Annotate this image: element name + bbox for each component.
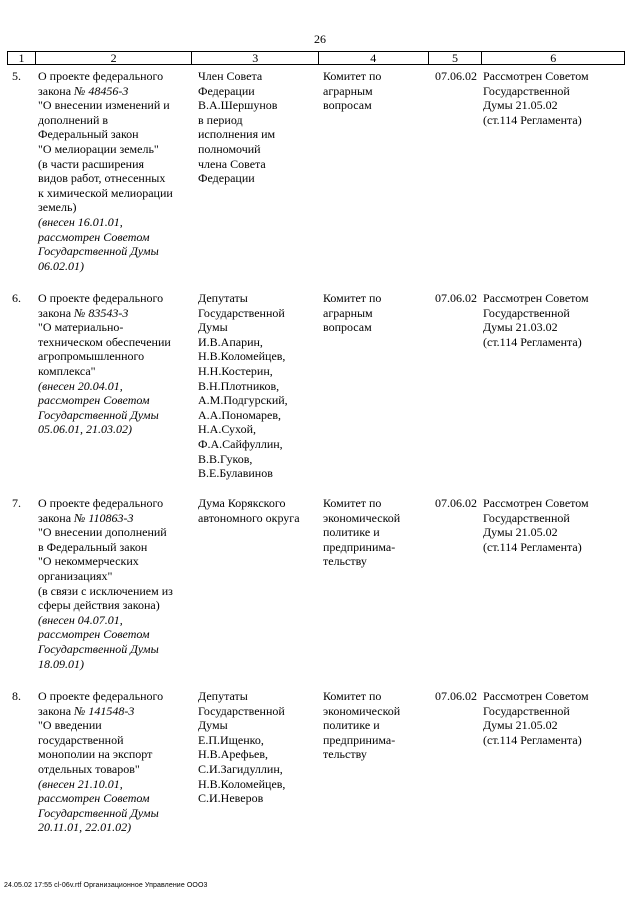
entry-title	[35, 689, 192, 835]
entry-committee: Комитет по аграрным вопросам	[323, 291, 382, 335]
column-header-3: 3	[192, 52, 319, 64]
entry-committee: Комитет по аграрным вопросам	[323, 69, 382, 113]
entry-date: 07.06.02	[435, 496, 477, 510]
entry-title	[35, 496, 192, 671]
entry-author: Дума Корякского автономного округа	[198, 496, 300, 525]
page-footer: 24.05.02 17:55 cl-06v.rtf Организационное Управление ООО3	[4, 882, 208, 889]
entry-result: Рассмотрен Советом Государственной Думы 21.05.02 (ст.114 Регламента)	[483, 496, 589, 554]
column-header-4: 4	[319, 52, 429, 64]
title-body: "О внесении дополнений в Федеральный закон "О некоммерческих организациях" (в связи с исключением из сферы действия закона)	[38, 525, 173, 613]
bill-number: № 141548-3	[74, 703, 135, 718]
table-row	[7, 291, 625, 481]
table-row	[7, 69, 625, 273]
title-text: О проекте федерального закона	[38, 496, 164, 525]
title-text: О проекте федерального закона	[38, 689, 164, 718]
column-header-2: 2	[36, 52, 192, 64]
column-header-5: 5	[429, 52, 483, 64]
bill-number: № 48456-3	[74, 83, 129, 98]
entry-author: Депутаты Государственной Думы И.В.Апарин, Н.В.Коломейцев, Н.Н.Костерин, В.Н.Плотников, А.М.Подгурский, А.А.Пономарев, Н.А.Сухой, Ф.А.Сайфуллин, В.В.Гуков, В.Е.Булавинов	[198, 291, 288, 481]
entry-date: 07.06.02	[435, 69, 477, 83]
entry-result: Рассмотрен Советом Государственной Думы 21.05.02 (ст.114 Регламента)	[483, 689, 589, 747]
entry-number: 8.	[12, 689, 21, 703]
entry-number: 6.	[12, 291, 21, 305]
title-body: "О материально- техническом обеспечении агропромышленного комплекса"	[38, 320, 171, 378]
title-text: О проекте федерального закона	[38, 69, 164, 98]
table-row	[7, 496, 625, 671]
entry-number: 7.	[12, 496, 21, 510]
entry-result: Рассмотрен Советом Государственной Думы 21.05.02 (ст.114 Регламента)	[483, 69, 589, 127]
table-row	[7, 689, 625, 835]
table-header	[7, 51, 625, 65]
bill-number: № 110863-3	[74, 510, 134, 525]
entry-result: Рассмотрен Советом Государственной Думы 21.03.02 (ст.114 Регламента)	[483, 291, 589, 349]
entry-title	[35, 69, 192, 273]
title-text: О проекте федерального закона	[38, 291, 164, 320]
title-body: "О введении государственной монополии на экспорт отдельных товаров"	[38, 718, 153, 776]
submission-note: (внесен 16.01.01, рассмотрен Советом Государственной Думы 06.02.01)	[38, 214, 159, 273]
bill-number: № 83543-3	[74, 305, 129, 320]
title-body: "О внесении изменений и дополнений в Федеральный закон "О мелиорации земель" (в части расширения видов работ, отнесенных к химической мелиорации земель)	[38, 98, 173, 215]
entry-author: Член Совета Федерации В.А.Шершунов в период исполнения им полномочий члена Совета Федерации	[198, 69, 278, 186]
column-header-6: 6	[550, 51, 557, 65]
submission-note: (внесен 04.07.01, рассмотрен Советом Государственной Думы 18.09.01)	[38, 612, 159, 671]
entry-date: 07.06.02	[435, 689, 477, 703]
entry-date: 07.06.02	[435, 291, 477, 305]
submission-note: (внесен 21.10.01, рассмотрен Советом Государственной Думы 20.11.01, 22.01.02)	[38, 776, 159, 835]
entry-title	[35, 291, 192, 481]
column-header-1: 1	[8, 52, 36, 64]
entry-committee: Комитет по экономической политике и предпринима- тельству	[323, 496, 401, 569]
submission-note: (внесен 20.04.01, рассмотрен Советом Государственной Думы 05.06.01, 21.03.02)	[38, 378, 159, 437]
entry-committee: Комитет по экономической политике и предпринима- тельству	[323, 689, 401, 762]
page-number: 26	[314, 32, 326, 46]
entry-author: Депутаты Государственной Думы Е.П.Ищенко, Н.В.Арефьев, С.И.Загидуллин, Н.В.Коломейцев, С.И.Неверов	[198, 689, 286, 806]
entry-number: 5.	[12, 69, 21, 83]
